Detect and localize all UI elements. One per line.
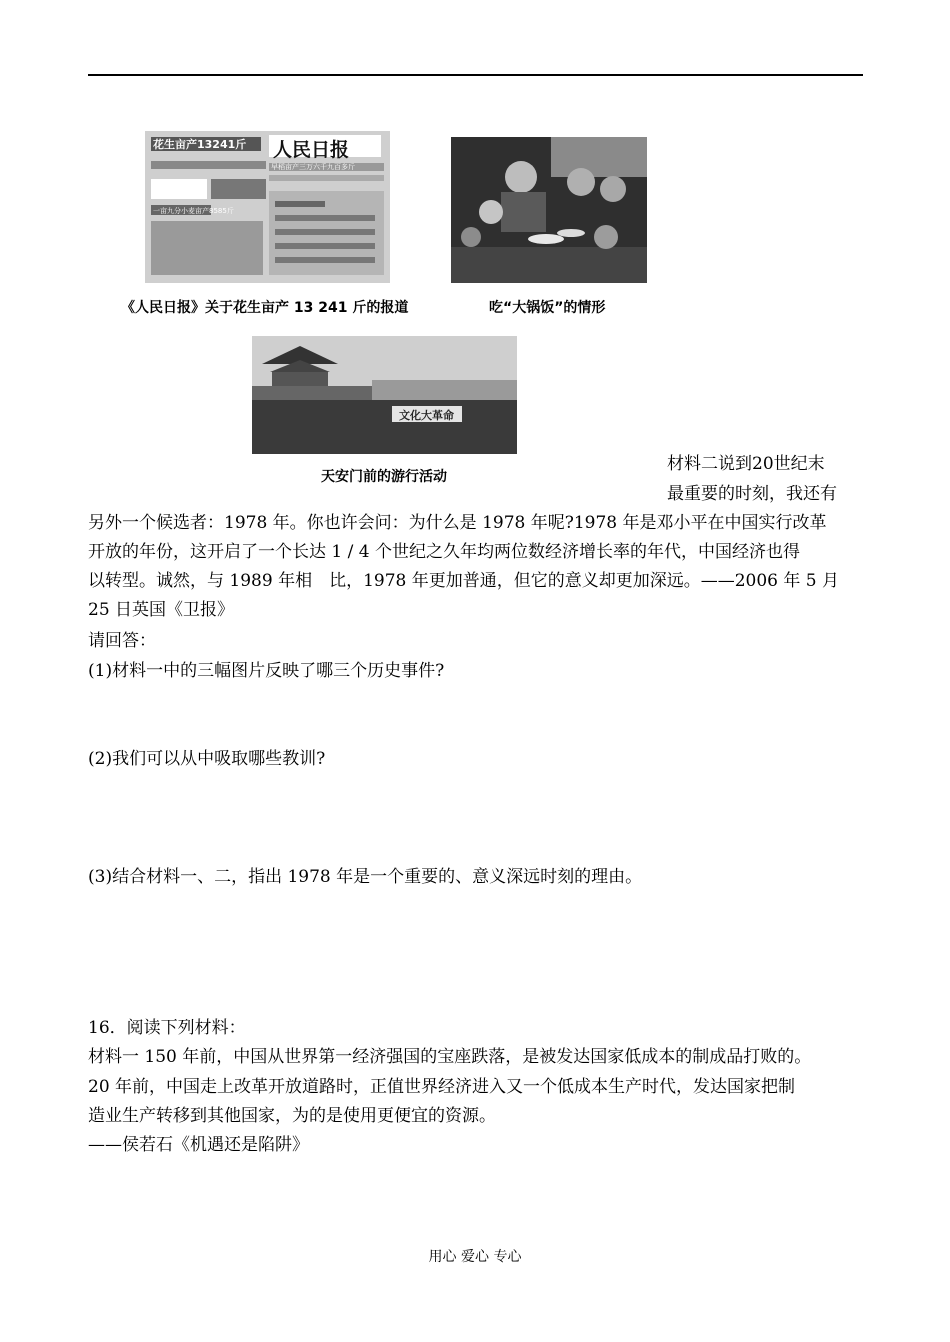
tiananmen-photo — [252, 336, 517, 454]
material-two-line-2: 最重要的时刻，我还有 — [667, 484, 837, 504]
question-1: (1)材料一中的三幅图片反映了哪三个历史事件? — [88, 661, 445, 681]
material-one-line-2: 20 年前，中国走上改革开放道路时，正值世界经济进入又一个低成本生产时代，发达国家把制 — [88, 1077, 796, 1097]
question-3: (3)结合材料一、二，指出 1978 年是一个重要的、意义深远时刻的理由。 — [88, 867, 643, 887]
newspaper-snippet-2: 一亩九分小麦亩产8585斤 — [153, 207, 234, 215]
body-line-5: 以转型。诚然，与 1989 年相 比，1978 年更加普通，但它的意义却更加深远。——2006 年 5 月 — [88, 571, 840, 591]
material-one-source: ——侯若石《机遇还是陷阱》 — [88, 1135, 309, 1155]
canteen-illustration — [451, 137, 647, 283]
canteen-caption: 吃“大锅饭”的情形 — [489, 300, 606, 316]
material-one-line-3: 造业生产转移到其他国家，为的是使用更便宜的资源。 — [88, 1106, 496, 1126]
material-two-line-1: 材料二说到20世纪末 — [667, 454, 825, 474]
newspaper-snippet-1: 早稻亩产三万六千九百多斤 — [271, 163, 355, 171]
body-line-6: 25 日英国《卫报》 — [88, 600, 235, 620]
body-line-3: 另外一个候选者：1978 年。你也许会问：为什么是 1978 年呢?1978 年是邓小平在中国实行改革 — [88, 513, 827, 533]
tiananmen-caption: 天安门前的游行活动 — [321, 469, 447, 485]
question-2: (2)我们可以从中吸取哪些教训? — [88, 749, 326, 769]
newspaper-headline-big: 人民日报 — [273, 139, 350, 161]
body-line-4: 开放的年份，这开启了一个长达 1 / 4 个世纪之久年均两位数经济增长率的年代，中国经济也得 — [88, 542, 800, 562]
newspaper-caption: 《人民日报》关于花生亩产 13 241 斤的报道 — [121, 300, 409, 316]
question-16-title: 16．阅读下列材料： — [88, 1018, 246, 1038]
header-rule — [88, 74, 863, 76]
answer-prompt: 请回答： — [88, 631, 156, 651]
tiananmen-illustration — [252, 336, 517, 454]
material-one-line-1: 材料一 150 年前，中国从世界第一经济强国的宝座跌落，是被发达国家低成本的制成品打败的。 — [88, 1047, 812, 1067]
canteen-photo — [451, 137, 647, 283]
newspaper-headline-small: 花生亩产13241斤 — [153, 138, 247, 151]
page-footer: 用心 爱心 专心 — [428, 1249, 522, 1265]
newspaper-photo — [145, 131, 390, 283]
tiananmen-banner: 文化大革命 — [399, 409, 454, 422]
